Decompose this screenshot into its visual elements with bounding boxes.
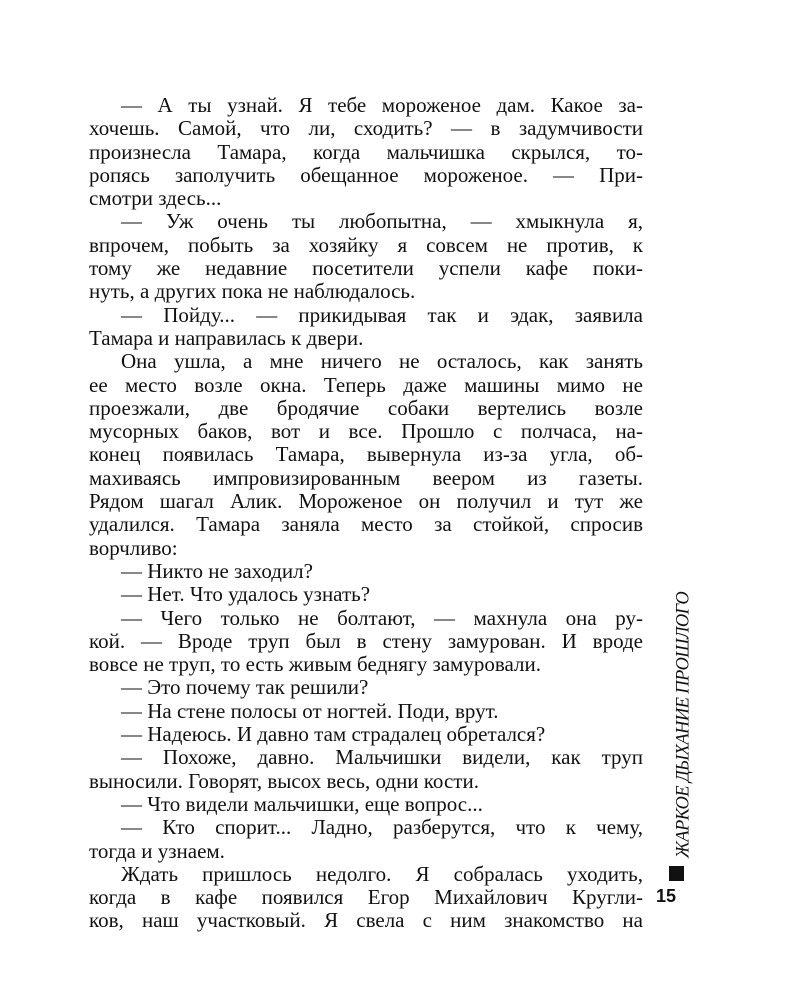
text-line: нуть, а других пока не наблюдалось.	[89, 279, 416, 304]
text-line: — Надеюсь. И давно там страдалец обретался?	[121, 722, 546, 747]
text-line: смотри здесь...	[89, 186, 222, 211]
text-line: — Похоже, давно. Мальчишки видели, как труп	[121, 745, 643, 770]
text-line: махиваясь импровизированным веером из газеты.	[89, 465, 643, 490]
text-line: ропясь заполучить обещанное мороженое. — При-	[89, 162, 643, 187]
running-title	[672, 590, 696, 860]
text-line: выносили. Говорят, высох весь, одни кости.	[89, 768, 479, 793]
text-line: ворчливо:	[89, 535, 178, 560]
text-line: произнесла Тамара, когда мальчишка скрылся, то-	[89, 139, 643, 164]
running-title-text: ЖАРКОЕ ДЫХАНИЕ ПРОШЛОГО	[673, 591, 694, 859]
text-line: — Пойду... — прикидывая так и эдак, заявила	[121, 302, 643, 327]
text-line: конец появилась Тамара, вывернула из-за угла, об-	[89, 442, 643, 467]
text-line: когда в кафе появился Егор Михайлович Кругли-	[89, 885, 643, 910]
text-line: проезжали, две бродячие собаки вертелись возле	[89, 395, 643, 420]
text-line: — Чего только не болтают, — махнула она ру-	[121, 605, 643, 630]
text-line: тому же недавние посетители успели кафе поки-	[89, 256, 643, 281]
text-line: впрочем, побыть за хозяйку я совсем не против, к	[89, 232, 643, 257]
text-line: вовсе не труп, то есть живым беднягу замуровали.	[89, 652, 541, 677]
text-line: — На стене полосы от ногтей. Поди, врут.	[121, 698, 499, 723]
text-line: — Нет. Что удалось узнать?	[121, 582, 371, 607]
page-number: 15	[656, 886, 677, 906]
text-line: Рядом шагал Алик. Мороженое он получил и тут же	[89, 489, 643, 514]
text-line: — Кто спорит... Ладно, разберутся, что к чему,	[121, 815, 643, 840]
text-line: ков, наш участковый. Я свела с ним знакомство на	[89, 908, 643, 933]
text-line: — Никто не заходил?	[121, 558, 313, 583]
text-line: ее место возле окна. Теперь даже машины мимо не	[89, 372, 643, 397]
black-square-marker	[669, 866, 684, 881]
text-line: — Это почему так решили?	[121, 675, 369, 700]
text-line: кой. — Вроде труп был в стену замурован. И вроде	[89, 628, 643, 653]
body-text	[89, 94, 643, 933]
text-line: тогда и узнаем.	[89, 838, 225, 863]
text-line: — Что видели мальчишки, еще вопрос...	[121, 791, 483, 816]
text-line: Тамара и направилась к двери.	[89, 325, 364, 350]
text-line: Она ушла, а мне ничего не осталось, как занять	[121, 349, 643, 374]
text-line: Ждать пришлось недолго. Я собралась уходить,	[121, 861, 643, 886]
text-line: — Уж очень ты любопытна, — хмыкнула я,	[121, 209, 643, 234]
text-line: мусорных баков, вот и все. Прошло с полчаса, на-	[89, 419, 643, 444]
text-line: — А ты узнай. Я тебе мороженое дам. Какое за-	[121, 93, 643, 117]
text-line: удалился. Тамара заняла место за стойкой, спросив	[89, 512, 643, 537]
text-line: хочешь. Самой, что ли, сходить? — в задумчивости	[89, 116, 643, 141]
